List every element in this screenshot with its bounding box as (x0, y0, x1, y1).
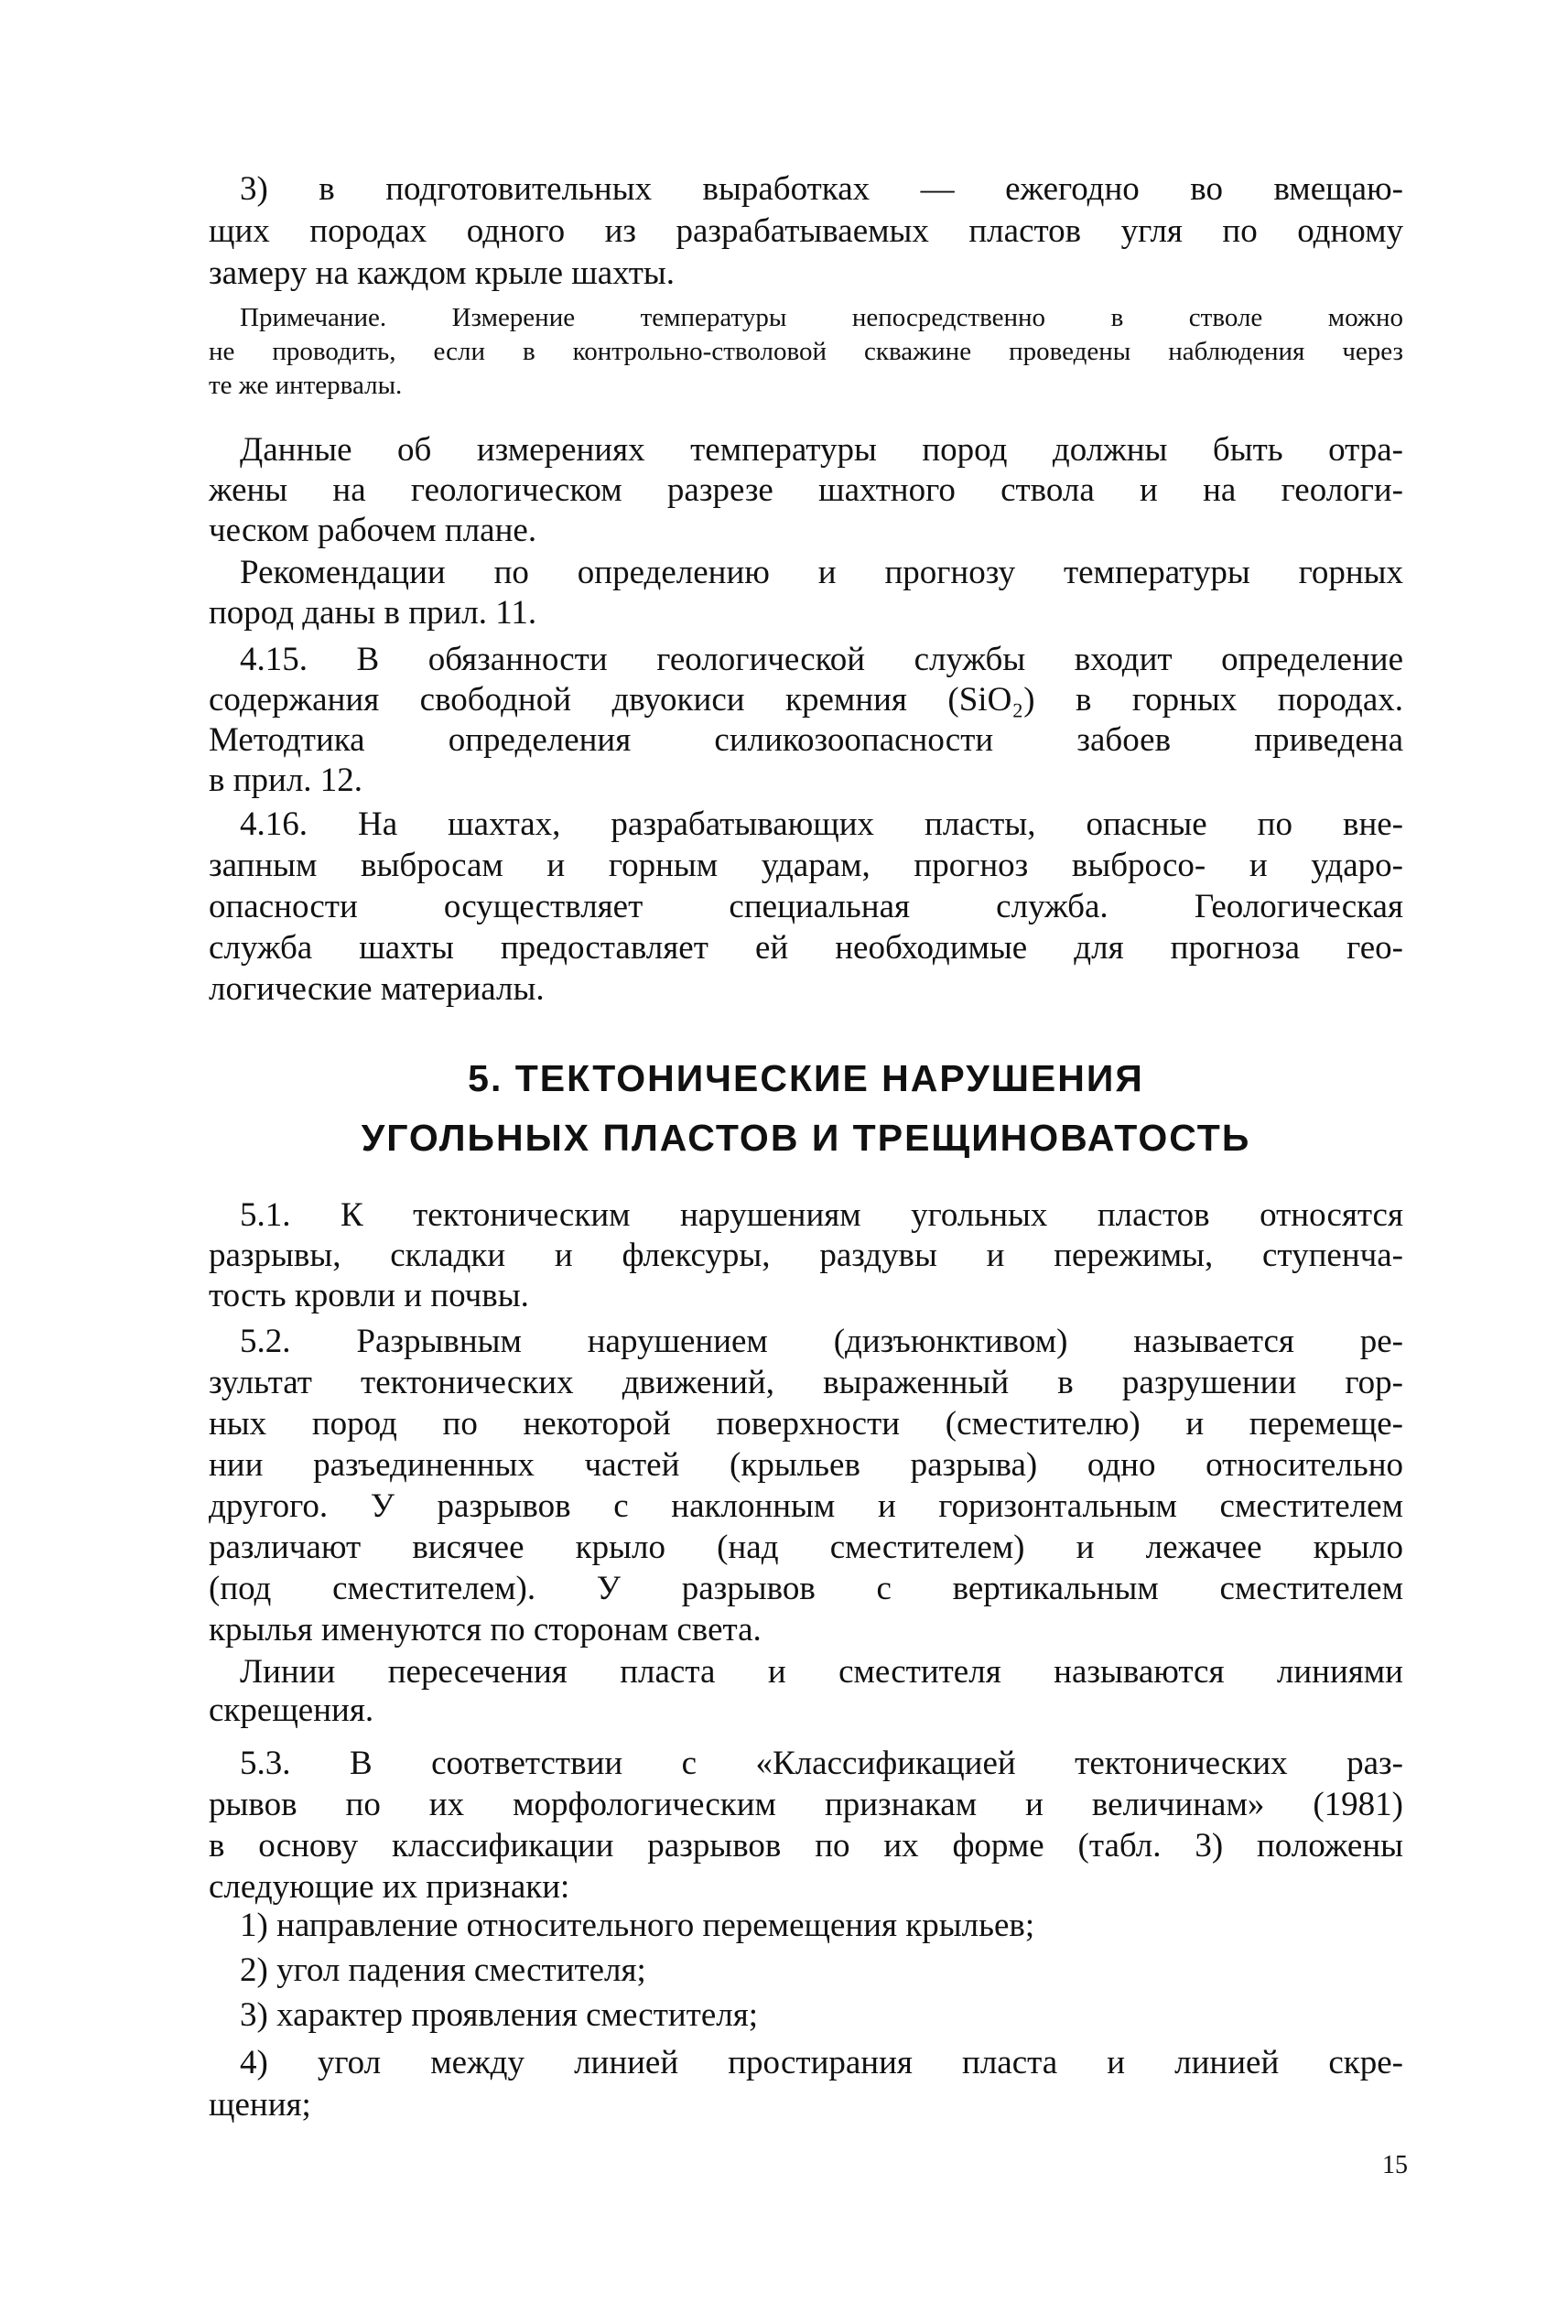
text-line: запным выбросам и горным ударам, прогноз выбросо- и ударо- (209, 846, 1403, 884)
paragraph-note (209, 301, 1403, 403)
text-line: 1) направление относительного перемещения крыльев; (240, 1907, 1035, 1944)
page-number: 15 (1382, 2151, 1408, 2179)
paragraph-section-5-1 (209, 1195, 1403, 1316)
paragraph-list-3 (209, 1994, 1403, 2037)
paragraph-recommendations (209, 553, 1403, 633)
text-line: Примечание. Измерение температуры непосредственно в стволе можно (240, 302, 1403, 332)
text-line: 4) угол между линией простирания пласта и линией скре- (240, 2044, 1403, 2081)
paragraph-list-1 (209, 1905, 1403, 1947)
text-line: щения; (209, 2086, 311, 2124)
text-line: опасности осуществляет специальная служба. Геологическая (209, 887, 1403, 925)
text-line: 5.3. В соответствии с «Классификацией тектонических раз- (240, 1744, 1403, 1782)
text-line: пород даны в прил. 11. (209, 594, 537, 632)
text-line: тость кровли и почвы. (209, 1277, 529, 1314)
text-line: следующие их признаки: (209, 1867, 570, 1906)
paragraph-item-3 (209, 168, 1403, 295)
text-line: логические материалы. (209, 969, 545, 1008)
text-line: (под сместителем). У разрывов с вертикальным сместителем (209, 1569, 1403, 1607)
text-line: замеру на каждом крыле шахты. (209, 254, 676, 292)
paragraph-data-paragraph (209, 430, 1403, 551)
text-line: различают висячее крыло (над сместителем) и лежачее крыло (209, 1528, 1403, 1566)
text-line: Данные об измерениях температуры пород должны быть отра- (240, 431, 1403, 469)
text-line: в прил. 12. (209, 762, 363, 799)
text-line: 3) характер проявления сместителя; (240, 1996, 759, 2034)
text-line: 5.1. К тектоническим нарушениям угольных пластов относятся (240, 1196, 1403, 1234)
paragraph-intersection-lines (209, 1653, 1403, 1730)
paragraph-section-4-16 (209, 804, 1403, 1010)
text-line: служба шахты предоставляет ей необходимые для прогноза гео- (209, 928, 1403, 967)
text-line: 2) угол падения сместителя; (240, 1951, 646, 1989)
text-line: другого. У разрывов с наклонным и горизонтальным сместителем (209, 1486, 1403, 1525)
text-line: крылья именуются по сторонам света. (209, 1610, 762, 1648)
text-line: жены на геологическом разрезе шахтного ствола и на геологи- (209, 471, 1403, 509)
text-line: рывов по их морфологическим признакам и величинам» (1981) (209, 1785, 1403, 1823)
text-line: 4.16. На шахтах, разрабатывающих пласты, опасные по вне- (240, 805, 1403, 843)
text-line: содержания свободной двуокиси кремния (SiO₂) в горных породах. (209, 681, 1403, 719)
text-line: не проводить, если в контрольно-стволовой скважине проведены наблюдения через (209, 336, 1403, 366)
text-line: Методтика определения силикозоопасности забоев приведена (209, 721, 1403, 759)
paragraph-section-5-2 (209, 1321, 1403, 1650)
paragraph-list-4 (209, 2042, 1403, 2126)
section-heading-line-1: 5. ТЕКТОНИЧЕСКИЕ НАРУШЕНИЯ (468, 1057, 1144, 1099)
text-line: 4.15. В обязанности геологической службы входит определение (240, 641, 1403, 678)
section-heading-line-2: УГОЛЬНЫХ ПЛАСТОВ И ТРЕЩИНОВАТОСТЬ (361, 1117, 1251, 1159)
text-line: ческом рабочем плане. (209, 512, 537, 549)
text-line: щих породах одного из разрабатываемых пластов угля по одному (209, 212, 1403, 250)
text-line: Линии пересечения пласта и сместителя называются линиями (240, 1653, 1403, 1691)
text-line: Рекомендации по определению и прогнозу температуры горных (240, 554, 1403, 591)
text-line: скрещения. (209, 1692, 374, 1729)
text-line: 5.2. Разрывным нарушением (дизъюнктивом) называется ре- (240, 1322, 1403, 1360)
text-line: ных пород по некоторой поверхности (сместителю) и перемеще- (209, 1404, 1403, 1443)
paragraph-section-5-3 (209, 1743, 1403, 1908)
paragraph-list-2 (209, 1950, 1403, 1992)
paragraph-section-4-15 (209, 640, 1403, 801)
text-line: зультат тектонических движений, выраженный в разрушении гор- (209, 1363, 1403, 1401)
text-line: разрывы, складки и флексуры, раздувы и пережимы, ступенча- (209, 1237, 1403, 1274)
text-line: те же интервалы. (209, 370, 403, 400)
text-line: 3) в подготовительных выработках — ежегодно во вмещаю- (240, 170, 1403, 208)
section-heading (209, 1049, 1403, 1168)
text-line: в основу классификации разрывов по их форме (табл. 3) положены (209, 1826, 1403, 1865)
text-line: нии разъединенных частей (крыльев разрыва) одно относительно (209, 1445, 1403, 1484)
